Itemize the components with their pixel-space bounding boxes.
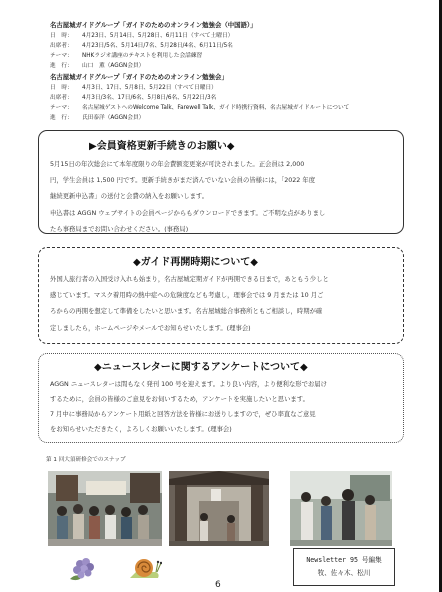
group1-row-attendees: 出席者： 4月23日/5名、5月14日/7名、5月28日/4名、6月11日/5名 bbox=[50, 43, 233, 49]
snapshot-caption: 第 1 回大須研修会でのスナップ bbox=[46, 457, 126, 463]
group1-row-host: 進 行： 山口 薫（AGGN会員） bbox=[50, 63, 145, 69]
editorial-credit-box bbox=[293, 548, 395, 586]
survey-notice-body bbox=[50, 377, 388, 437]
restart-notice-body bbox=[50, 272, 388, 337]
survey-line: をお知らせいただきたく，よろしくお願いいたします。(理事会) bbox=[50, 426, 232, 433]
restart-line: 感じています。マスク着用時の熱中症への危険度なども考慮し，理事会では 9 月または 10 月ご bbox=[50, 292, 324, 300]
renewal-line: 円，学生会員は 1,500 円です。更新手続きがまだ済んでいない会員の皆様には，「2022 年度 bbox=[50, 177, 316, 185]
editorial-line-issue: Newsletter 95 号編集 bbox=[306, 556, 382, 564]
restart-notice-title: ◆ガイド再開時期について◆ bbox=[133, 257, 258, 268]
restart-line: ろからの再開を想定して準備をしたいと思います。名古屋城総合事務所ともご相談し，時期が確 bbox=[50, 308, 323, 316]
group2-row-host: 進 行： 氏田泰洋（AGGN会員） bbox=[50, 115, 145, 121]
renewal-line: 申込書は AGGN ウェブサイトの会員ページからもダウンロードできます。ご不明な点がありまし bbox=[50, 209, 326, 217]
renewal-line: たら事務局までお問い合わせください。(事務局) bbox=[50, 225, 189, 233]
renewal-notice-title: ▶会員資格更新手続きのお願い◆ bbox=[89, 141, 235, 152]
group1-header: 名古屋城ガイドグループ「ガイドのためのオンライン勉強会（中国語）」 bbox=[50, 21, 257, 29]
group1-row-theme: テーマ： NHKラジオ講座のテキストを利用した会話練習 bbox=[50, 53, 203, 59]
snapshot-photo-temple-gate bbox=[169, 471, 269, 546]
group2-row-theme: テーマ： 名古屋城ゲストへのWelcome Talk、Farewell Talk、ガイド時携行資料、名古屋城ガイドルートについて bbox=[50, 105, 350, 111]
survey-line: するために，会員の皆様のご意見をお伺いするため，アンケートを実施したいと思います。 bbox=[50, 396, 309, 403]
group2-row-attendees: 出席者： 4月3日/3名、17日/6名、5月8日/6名、5月22日/3名 bbox=[50, 95, 217, 101]
snapshot-photo-street-group bbox=[48, 471, 162, 546]
snail-icon bbox=[128, 554, 162, 586]
editorial-line-editors: 牧、佐々木、松川 bbox=[317, 569, 371, 577]
hydrangea-icon bbox=[66, 553, 100, 587]
group2-header: 名古屋城ガイドグループ「ガイドのためのオンライン勉強会」 bbox=[50, 73, 228, 81]
renewal-line: 継続更新申込書」の送付と会費の納入をお願いします。 bbox=[50, 193, 209, 201]
page-number: 6 bbox=[215, 580, 221, 590]
survey-line: AGGN ニュースレターは間もなく発刊 100 号を迎えます。より良い内容，より便利な形でお届け bbox=[50, 381, 327, 388]
renewal-notice-body bbox=[50, 157, 388, 238]
group2-row-date: 日 時： 4月3日、17日、5月8日、5月22日（すべて日曜日） bbox=[50, 85, 217, 91]
restart-line: 定しましたら，ホームページやメールでお知らせいたします。(理事会) bbox=[50, 324, 251, 332]
survey-line: 7 月中に事務局からアンケート用紙と回答方法を皆様にお送りしますので，ぜひ率直なご意見 bbox=[50, 411, 316, 418]
renewal-line: 5月15日の年次総会にて本年度限りの年会費额変更案が可決されました。正会員は 2,000 bbox=[50, 161, 305, 168]
group1-row-date: 日 時： 4月23日、5月14日、5月28日、6月11日（すべて土曜日） bbox=[50, 33, 234, 39]
snapshot-photo-outdoor-group bbox=[290, 471, 392, 546]
restart-line: 外国人旅行者の入国受け入れも始まり，名古屋城定期ガイドが再開できる日まで，あともう少しと bbox=[50, 276, 329, 283]
survey-notice-title: ◆ニュースレターに関するアンケートについて◆ bbox=[94, 362, 308, 373]
